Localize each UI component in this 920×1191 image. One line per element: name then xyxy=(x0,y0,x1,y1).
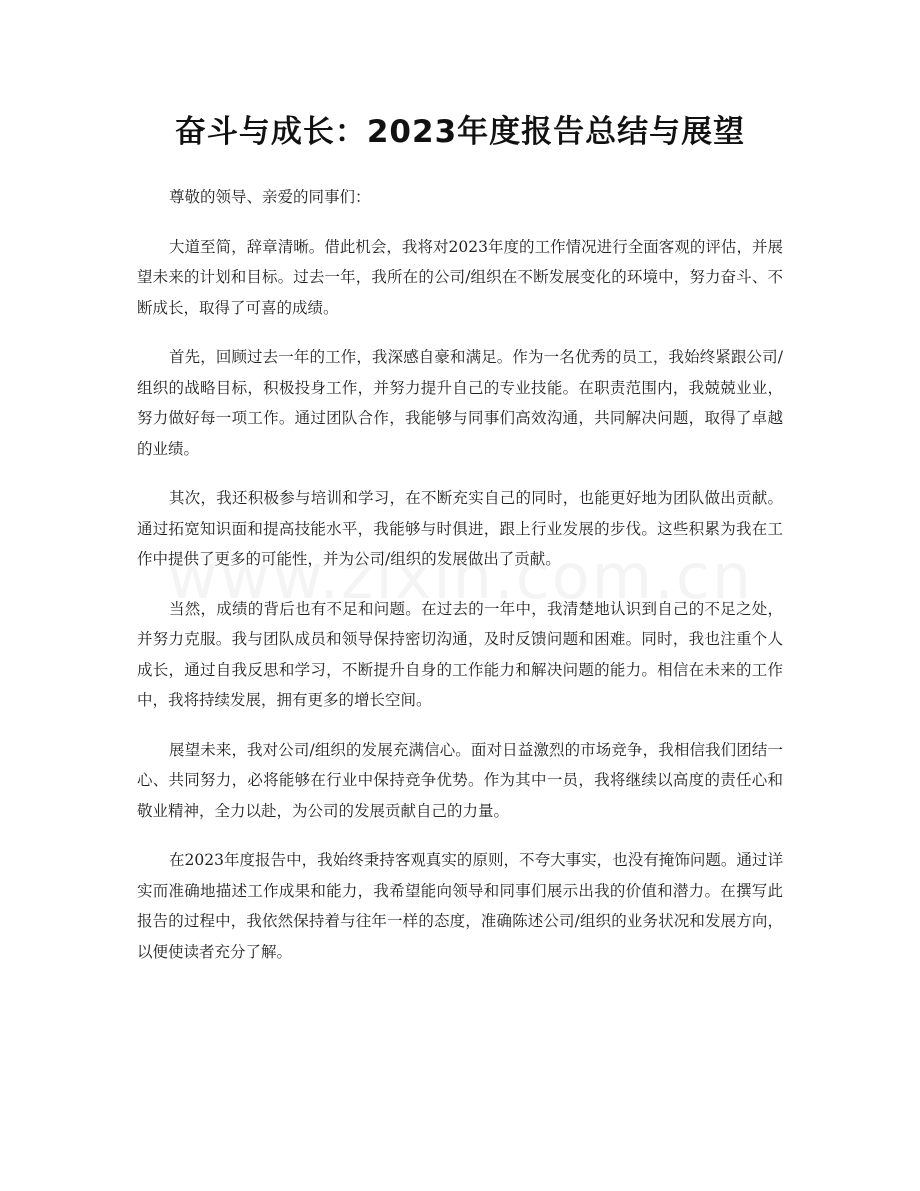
paragraph-shortcomings: 当然，成绩的背后也有不足和问题。在过去的一年中，我清楚地认识到自己的不足之处，并努力克服。我与团队成员和领导保持密切沟通，及时反馈问题和困难。同时，我也注重个人成长，通过自我反思和学习，不断提升自身的工作能力和解决问题的能力。相信在未来的工作中，我将持续发展，拥有更多的增长空间。 xyxy=(137,599,783,709)
paragraph-review: 首先，回顾过去一年的工作，我深感自豪和满足。作为一名优秀的员工，我始终紧跟公司/组织的战略目标，积极投身工作，并努力提升自己的专业技能。在职责范围内，我兢兢业业，努力做好每一项工作。通过团队合作，我能够与同事们高效沟通，共同解决问题，取得了卓越的业绩。 xyxy=(137,348,783,458)
paragraph-intro: 大道至简，辞章清晰。借此机会，我将对2023年度的工作情况进行全面客观的评估，并展望未来的计划和目标。过去一年，我所在的公司/组织在不断发展变化的环境中，努力奋斗、不断成长，取得了可喜的成绩。 xyxy=(137,237,783,317)
document-title: 奋斗与成长：2023年度报告总结与展望 xyxy=(174,114,746,150)
paragraph-conclusion: 在2023年度报告中，我始终秉持客观真实的原则，不夸大事实，也没有掩饰问题。通过详实而准确地描述工作成果和能力，我希望能向领导和同事们展示出我的价值和潜力。在撰写此报告的过程中，我依然保持着与往年一样的态度，准确陈述公司/组织的业务状况和发展方向，以便使读者充分了解。 xyxy=(137,851,783,961)
salutation: 尊敬的领导、亲爱的同事们： xyxy=(169,188,371,206)
paragraph-learning: 其次，我还积极参与培训和学习，在不断充实自己的同时，也能更好地为团队做出贡献。通过拓宽知识面和提高技能水平，我能够与时俱进，跟上行业发展的步伐。这些积累为我在工作中提供了更多的可能性，并为公司/组织的发展做出了贡献。 xyxy=(137,489,783,568)
paragraph-outlook: 展望未来，我对公司/组织的发展充满信心。面对日益激烈的市场竞争，我相信我们团结一心、共同努力，必将能够在行业中保持竞争优势。作为其中一员，我将继续以高度的责任心和敬业精神，全力以赴，为公司的发展贡献自己的力量。 xyxy=(137,740,783,820)
document-body xyxy=(137,182,783,967)
